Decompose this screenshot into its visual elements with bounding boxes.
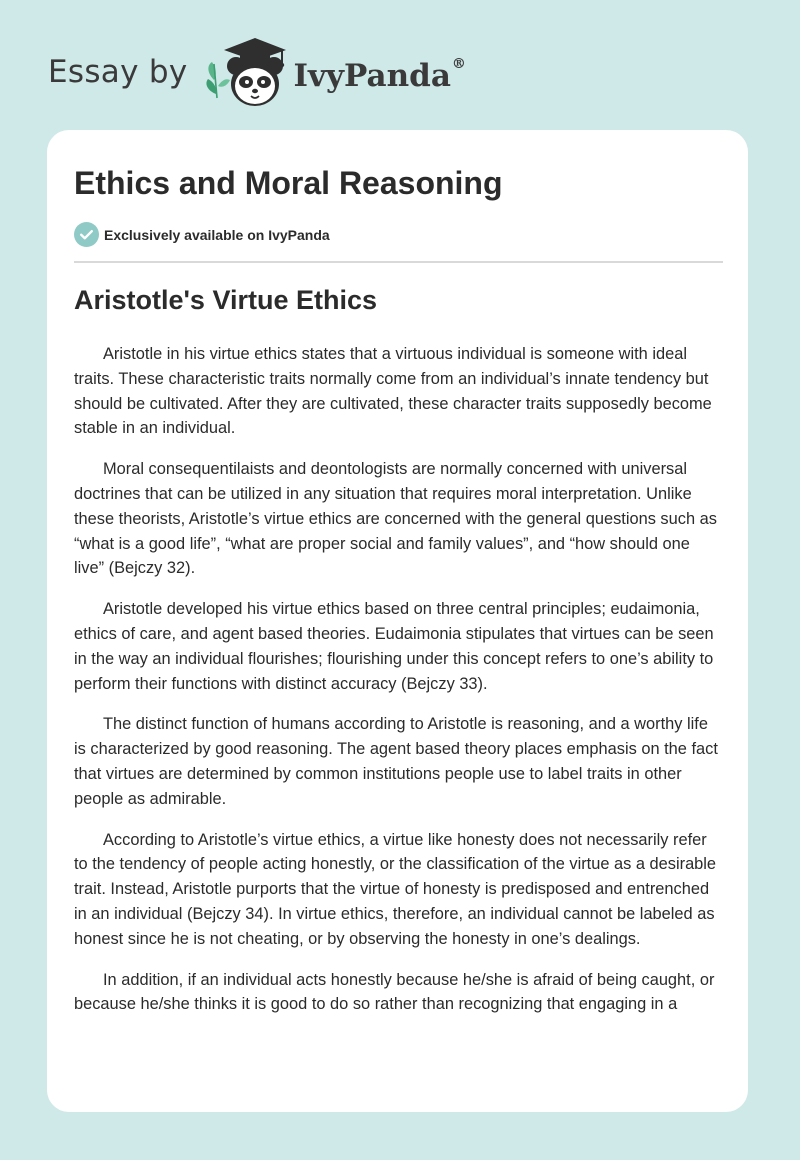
check-circle-icon — [74, 222, 99, 247]
paragraph: Moral consequentilaists and deontologists are normally concerned with universal doctrines that can be utilized in any situation that requires moral interpretation. Unlike these theorists, Aristotle’s virtue ethics are concerned with the general questions such as “what is a good life”, “what are proper social and family values”, and “how should one live” (Bejczy 32). — [74, 460, 717, 578]
essay-body — [74, 342, 723, 1033]
exclusive-badge — [74, 222, 330, 247]
page-title: Ethics and Moral Reasoning — [74, 165, 503, 201]
essay-card — [47, 130, 748, 1112]
paragraph: The distinct function of humans according to Aristotle is reasoning, and a worthy life is characterized by good reasoning. The agent based theory places emphasis on the fact that virtues are determined by common institutions people use to label traits in other people as admirable. — [74, 715, 718, 808]
brand-prefix: Essay by — [48, 54, 188, 90]
paragraph: Aristotle developed his virtue ethics based on three central principles; eudaimonia, ethics of care, and agent based theories. Eudaimonia stipulates that virtues can be seen in the way an individual flourishes; flourishing under this concept refers to one’s ability to perform their functions with distinct accuracy (Bejczy 33). — [74, 600, 714, 693]
section-heading: Aristotle's Virtue Ethics — [74, 285, 378, 315]
site-logo[interactable] — [48, 34, 466, 114]
divider — [74, 261, 723, 263]
paragraph: Aristotle in his virtue ethics states that a virtuous individual is someone with ideal traits. These characteristic traits normally come from an individual’s innate tendency but should be cultivated. After they are cultivated, these character traits supposedly become stable in an individual. — [74, 345, 712, 438]
exclusive-label: Exclusively available on IvyPanda — [104, 226, 330, 243]
panda-graduate-logo-icon — [200, 34, 292, 114]
brand-name: IvyPanda® — [293, 56, 466, 94]
registered-mark: ® — [451, 56, 466, 72]
paragraph: In addition, if an individual acts honestly because he/she is afraid of being caught, or because he/she thinks it is good to do so rather than recognizing that engaging in a — [74, 970, 715, 1014]
paragraph: According to Aristotle’s virtue ethics, a virtue like honesty does not necessarily refer to the tendency of people acting honestly, or the classification of the virtue as a desirable trait. Instead, Aristotle purports that the virtue of honesty is predisposed and entrenched in an individual (Bejczy 34). In virtue ethics, therefore, an individual cannot be labeled as honest since he is not cheating, or by observing the honesty in one’s dealings. — [74, 830, 717, 948]
